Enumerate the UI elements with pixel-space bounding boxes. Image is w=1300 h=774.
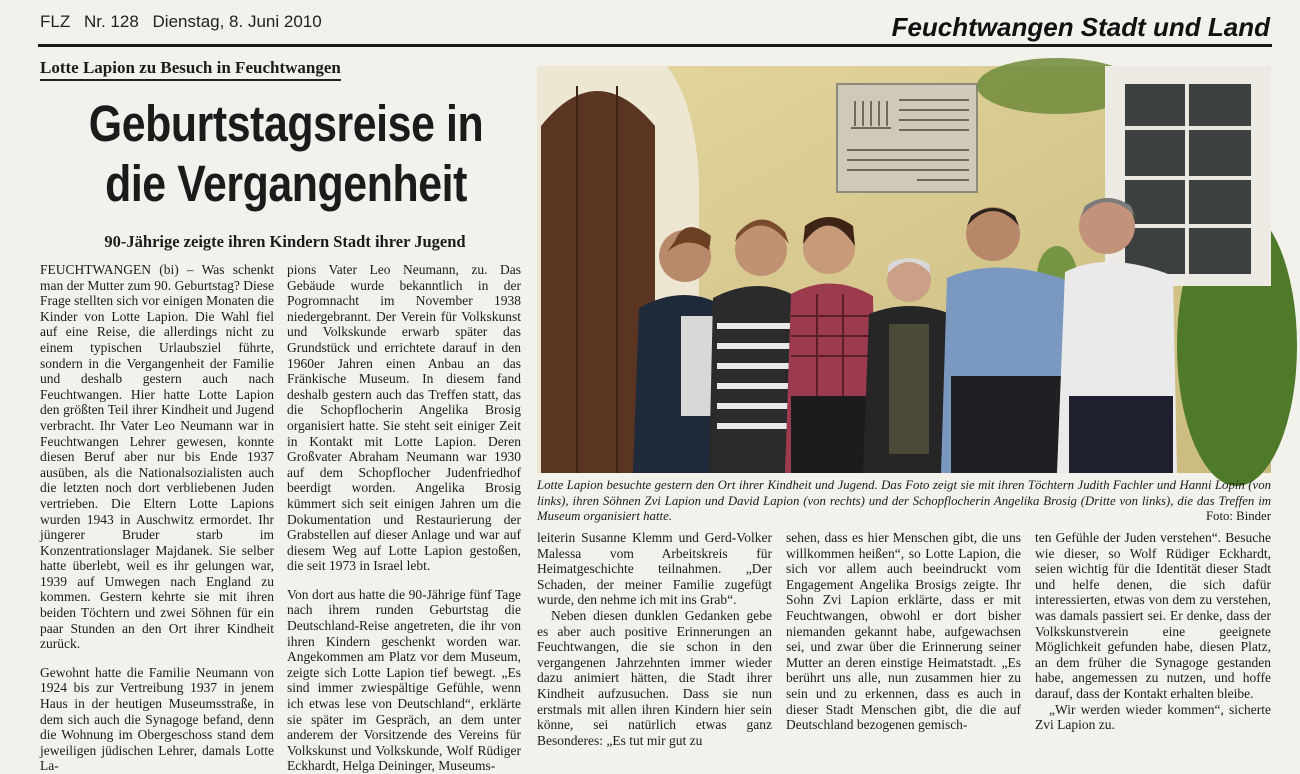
paragraph: ten Gefühle der Juden verstehen“. Besuche wie dieser, so Wolf Rüdiger Eckhardt, seien wichtig für die Identität dieser Stadt und helfe denen, die sich dafür interessierten, etwas von dem zu verstehen, was damals passiert sei. Er denke, dass der Volkskunstverein eine geeignete Möglichkeit gefunden habe, diesen Platz, an dem früher die Synagoge gestanden habe, angemessen zu nutzen, und hoffe darauf, dass der Kontakt erhalten bleibe. — [1035, 530, 1271, 701]
paragraph: sehen, dass es hier Menschen gibt, die uns willkommen heißen“, so Lotte Lapion, die sich vor allem auch beeindruckt vom Engagement Angelika Brosigs zeigte. Ihr Sohn Zvi Lapion erklärte, dass er mit Feuchtwangen, obwohl er dort bisher niemanden gekannt habe, aufgewachsen sei, und zwar über die Erinnerung seiner Mutter an deren einstige Heimatstadt. „Es berührt uns alle, nun zusammen hier zu sein und zu erkennen, dass es auch in dieser Stadt Menschen gibt, die die auf Deutschland bezogenen gemisch- — [786, 530, 1021, 733]
group-photo-image — [537, 66, 1271, 473]
paragraph: „Wir werden wieder kommen“, sicherte Zvi Lapion zu. — [1035, 701, 1271, 733]
paragraph: leiterin Susanne Klemm und Gerd-Volker Malessa vom Arbeitskreis für Heimatgeschichte teilnahmen. „Der Schaden, der meiner Familie zugefügt wurde, den nehme ich mit ins Grab“. — [537, 530, 772, 608]
issue-date: Dienstag, 8. Juni 2010 — [152, 12, 322, 31]
paper-name: FLZ — [40, 12, 71, 31]
text-column-5 — [1035, 530, 1271, 733]
masthead-rule — [38, 44, 1272, 47]
paragraph: Neben diesen dunklen Gedanken gebe es aber auch positive Erinnerungen an Feuchtwangen, die sie schon in den vergangenen Jahrzehnten immer wieder dazu animiert hätten, die Stadt ihrer Kindheit aufzusuchen. Dass sie nun erstmals mit allen ihren Kindern hier sein könne, sei natürlich etwas ganz Besonderes: „Es tut mir gut zu — [537, 607, 772, 748]
caption-text: Lotte Lapion besuchte gestern den Ort ihrer Kindheit und Jugend. Das Foto zeigt sie mit ihren Töchtern Judith Fachler und Hanni Lopin (von links), ihren Söhnen Zvi Lapion und David Lapion (von rechts) und der Schopflocherin Angelika Brosig (Dritte von links), die das Treffen im Museum organisiert hatte. — [537, 478, 1271, 523]
paragraph: Gewohnt hatte die Familie Neumann von 1924 bis zur Vertreibung 1937 in jenem Haus in der heutigen Museumsstraße, in dem sich auch die Synagoge befand, denn die Wohnung im Obergeschoss stand dem jeweiligen jüdischen Lehrer, damals Lotte La- — [40, 664, 274, 774]
section-title: Feuchtwangen Stadt und Land — [891, 12, 1270, 42]
text-column-4 — [786, 530, 1021, 733]
text-column-3 — [537, 530, 772, 748]
headline-line-1: Geburtstagsreise in — [88, 95, 484, 152]
article-headline — [84, 94, 487, 214]
masthead-info — [40, 12, 331, 32]
paragraph: FEUCHTWANGEN (bi) – Was schenkt man der Mutter zum 90. Geburtstag? Diese Frage stellten sich vor einigen Monaten die Kinder von Lotte Lapion. Die Wahl fiel auf eine Reise, die allerdings nicht zu einem typischen Urlaubsziel führte, sondern in die Vergangenheit der Familie und deshalb gestern auch nach Feuchtwangen. Hier hatte Lotte Lapion den größten Teil ihrer Kindheit und Jugend verbracht. Ihr Vater Leo Neumann war in Feuchtwangen Lehrer gewesen, konnte diesen Beruf aber nur bis Ende 1937 ausüben, als die Nationalsozialisten auch die letzten noch dort verbliebenen Juden vertrieben. Die Eltern Lotte Lapions wurden 1943 in Auschwitz ermordet. Ihr jüngerer Bruder starb im Konzentrationslager Majdanek. Sie selber hatte überlebt, weil es ihr gelungen war, 1939 auf Umwegen nach England zu kommen. Gestern kehrte sie mit ihren beiden Töchtern und zwei Söhnen für ein paar Stunden an den Ort ihrer Kindheit zurück. — [40, 262, 274, 652]
photo-caption — [537, 478, 1271, 525]
text-column-2 — [287, 262, 521, 774]
article-subheadline: 90-Jährige zeigte ihren Kindern Stadt ihrer Jugend — [104, 232, 466, 251]
text-column-1 — [40, 262, 274, 774]
paragraph: pions Vater Leo Neumann, zu. Das Gebäude wurde bekanntlich in der Pogromnacht im November 1938 niedergebrannt. Der Verein für Volkskunst und Volkskunde erwarb später das Grundstück und errichtete darauf in den 1960er Jahren einen Anbau an das Fränkische Museum. In diesem fand deshalb gestern auch das Treffen statt, das die Schopflocherin Angelika Brosig organisiert hatte. Sie steht seit einiger Zeit in Kontakt mit Lotte Lapion. Deren Großvater Abraham Neumann war 1930 auf dem Schopflocher Judenfriedhof beerdigt worden. Angelika Brosig kümmert sich seit einigen Jahren um die Dokumentation und Restaurierung der Grabstellen auf dieser Anlage und war auf diesem Weg auf Lotte Lapion gestoßen, die seit 1973 in Israel lebt. — [287, 262, 521, 574]
photo-credit: Foto: Binder — [1205, 509, 1271, 523]
article-kicker: Lotte Lapion zu Besuch in Feuchtwangen — [40, 58, 341, 81]
paragraph: Von dort aus hatte die 90-Jährige fünf Tage nach ihrem runden Geburtstag die Deutschland-Reise angetreten, die ihr von ihren Kindern geschenkt worden war. Angekommen am Platz vor dem Museum, zeigte sich Lotte Lapion tief bewegt. „Es sind immer zwiespältige Gefühle, wenn ich etwas lese von Deutschland“, erklärte sie später im Gespräch, an dem unter anderem der Vorsitzende des Vereins für Volkskunst und Volkskunde, Wolf Rüdiger Eckhardt, Helga Deininger, Museums- — [287, 586, 521, 774]
headline-line-2: die Vergangenheit — [105, 155, 467, 212]
article-photo — [537, 66, 1271, 473]
issue-number: Nr. 128 — [83, 12, 139, 31]
